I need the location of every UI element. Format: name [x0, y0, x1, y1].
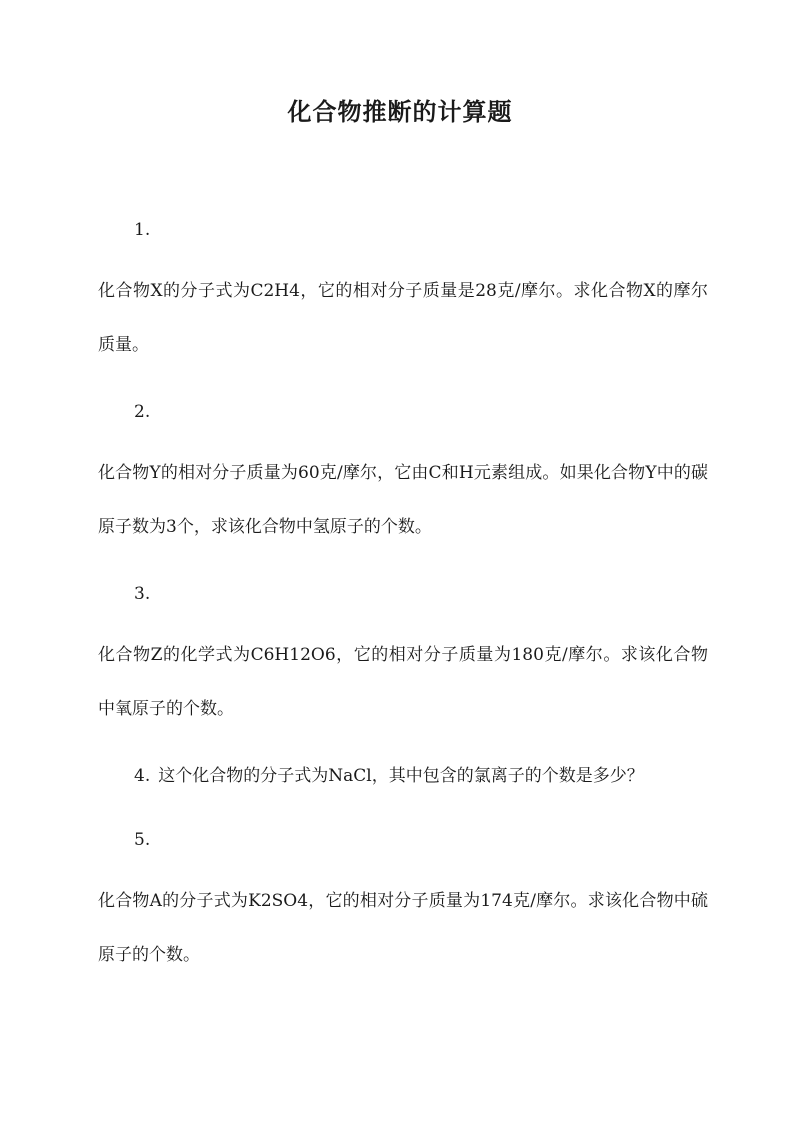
question-item-3 [98, 580, 708, 736]
question-number: 5. [134, 830, 151, 850]
question-number: 3. [134, 584, 151, 604]
question-text: 化合物X的分子式为C2H4，它的相对分子质量是28克/摩尔。求化合物X的摩尔质量。 [98, 281, 708, 355]
question-list [98, 216, 708, 1002]
question-text: 化合物Y的相对分子质量为60克/摩尔，它由C和H元素组成。如果化合物Y中的碳原子数为3个，求该化合物中氢原子的个数。 [98, 463, 708, 537]
question-item-2 [98, 398, 708, 554]
question-number: 1. [134, 220, 151, 240]
question-item-1 [98, 216, 708, 372]
document-title: 化合物推断的计算题 [287, 97, 513, 126]
question-text: 这个化合物的分子式为NaCl，其中包含的氯离子的个数是多少？ [158, 766, 644, 786]
question-number: 2. [134, 402, 151, 422]
question-text: 化合物A的分子式为K2SO4，它的相对分子质量为174克/摩尔。求该化合物中硫原子的个数。 [98, 891, 708, 965]
question-item-5 [98, 826, 708, 982]
question-number: 4. [134, 766, 151, 786]
question-item-4 [98, 762, 708, 790]
question-text: 化合物Z的化学式为C6H12O6，它的相对分子质量为180克/摩尔。求该化合物中氧原子的个数。 [98, 645, 708, 719]
